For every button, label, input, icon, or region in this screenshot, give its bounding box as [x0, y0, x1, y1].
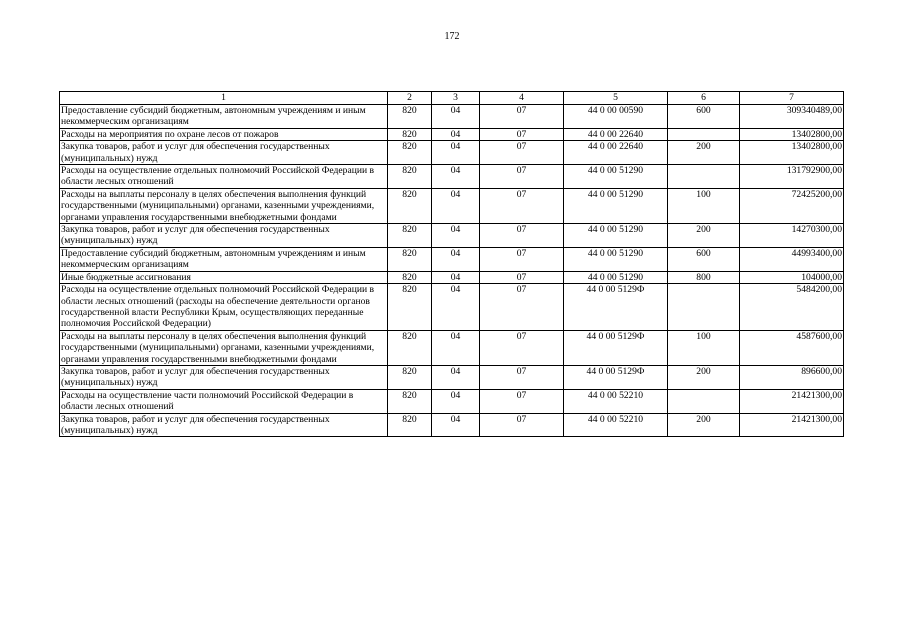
- row-code-3: 04: [432, 284, 480, 331]
- row-code-6: 200: [668, 413, 740, 437]
- row-code-3: 04: [432, 330, 480, 365]
- row-code-2: 820: [388, 105, 432, 129]
- row-name: Расходы на осуществление отдельных полномочий Российской Федерации в области лесных отношений: [60, 165, 388, 189]
- row-name: Предоставление субсидий бюджетным, автономным учреждениям и иным некоммерческим организациям: [60, 247, 388, 271]
- row-code-5: 44 0 00 5129Ф: [564, 330, 668, 365]
- row-name: Расходы на выплаты персоналу в целях обеспечения выполнения функций государственными (муниципальными) органами, казенными учреждениями, органами управления государственными внебюджетными фондами: [60, 188, 388, 223]
- row-code-2: 820: [388, 188, 432, 223]
- row-code-4: 07: [480, 247, 564, 271]
- row-amount: 5484200,00: [740, 284, 844, 331]
- row-code-2: 820: [388, 389, 432, 413]
- row-code-4: 07: [480, 271, 564, 283]
- page-number: 172: [444, 31, 460, 42]
- row-name: Расходы на осуществление отдельных полномочий Российской Федерации в области лесных отношений (расходы на обеспечение деятельности органов государственной власти Республики Крым, осуществляющих переданные полномочия Российской Федерации): [60, 284, 388, 331]
- row-code-5: 44 0 00 5129Ф: [564, 284, 668, 331]
- row-code-3: 04: [432, 271, 480, 283]
- table-row: [60, 165, 844, 189]
- row-amount: 72425200,00: [740, 188, 844, 223]
- row-code-4: 07: [480, 188, 564, 223]
- row-code-5: 44 0 00 51290: [564, 271, 668, 283]
- row-name: Иные бюджетные ассигнования: [60, 271, 388, 283]
- table-row: [60, 128, 844, 140]
- column-header-2: 2: [388, 92, 432, 105]
- row-code-3: 04: [432, 365, 480, 389]
- row-code-6: [668, 389, 740, 413]
- column-header-7: 7: [740, 92, 844, 105]
- row-amount: 44993400,00: [740, 247, 844, 271]
- table-row: [60, 247, 844, 271]
- row-code-5: 44 0 00 51290: [564, 165, 668, 189]
- row-code-3: 04: [432, 188, 480, 223]
- row-code-2: 820: [388, 271, 432, 283]
- row-code-5: 44 0 00 51290: [564, 188, 668, 223]
- row-name: Предоставление субсидий бюджетным, автономным учреждениям и иным некоммерческим организациям: [60, 105, 388, 129]
- row-code-6: [668, 284, 740, 331]
- row-code-3: 04: [432, 224, 480, 248]
- row-amount: 896600,00: [740, 365, 844, 389]
- row-code-6: 200: [668, 141, 740, 165]
- table-row: [60, 284, 844, 331]
- table-row: [60, 224, 844, 248]
- row-code-2: 820: [388, 413, 432, 437]
- row-code-5: 44 0 00 52210: [564, 389, 668, 413]
- row-name: Закупка товаров, работ и услуг для обеспечения государственных (муниципальных) нужд: [60, 413, 388, 437]
- row-amount: 104000,00: [740, 271, 844, 283]
- row-code-5: 44 0 00 52210: [564, 413, 668, 437]
- row-name: Закупка товаров, работ и услуг для обеспечения государственных (муниципальных) нужд: [60, 365, 388, 389]
- row-code-6: 600: [668, 105, 740, 129]
- row-name: Расходы на мероприятия по охране лесов от пожаров: [60, 128, 388, 140]
- row-amount: 13402800,00: [740, 141, 844, 165]
- row-code-2: 820: [388, 165, 432, 189]
- column-header-4: 4: [480, 92, 564, 105]
- row-name: Расходы на выплаты персоналу в целях обеспечения выполнения функций государственными (муниципальными) органами, казенными учреждениями, органами управления государственными внебюджетными фондами: [60, 330, 388, 365]
- row-code-5: 44 0 00 22640: [564, 141, 668, 165]
- row-amount: 309340489,00: [740, 105, 844, 129]
- row-code-4: 07: [480, 165, 564, 189]
- row-code-4: 07: [480, 105, 564, 129]
- row-code-4: 07: [480, 224, 564, 248]
- table-row: [60, 389, 844, 413]
- row-code-3: 04: [432, 413, 480, 437]
- table-row: [60, 365, 844, 389]
- column-header-6: 6: [668, 92, 740, 105]
- table-body: [60, 105, 844, 437]
- row-code-2: 820: [388, 128, 432, 140]
- row-code-6: 200: [668, 224, 740, 248]
- row-code-4: 07: [480, 284, 564, 331]
- row-code-6: 100: [668, 330, 740, 365]
- table-row: [60, 271, 844, 283]
- row-code-6: [668, 165, 740, 189]
- row-code-5: 44 0 00 00590: [564, 105, 668, 129]
- row-code-3: 04: [432, 141, 480, 165]
- row-code-5: 44 0 00 51290: [564, 224, 668, 248]
- row-code-4: 07: [480, 330, 564, 365]
- row-code-5: 44 0 00 5129Ф: [564, 365, 668, 389]
- row-code-2: 820: [388, 224, 432, 248]
- row-amount: 13402800,00: [740, 128, 844, 140]
- row-code-2: 820: [388, 247, 432, 271]
- table-row: [60, 330, 844, 365]
- row-name: Закупка товаров, работ и услуг для обеспечения государственных (муниципальных) нужд: [60, 224, 388, 248]
- row-amount: 4587600,00: [740, 330, 844, 365]
- row-code-3: 04: [432, 165, 480, 189]
- row-amount: 14270300,00: [740, 224, 844, 248]
- row-code-3: 04: [432, 247, 480, 271]
- row-code-3: 04: [432, 389, 480, 413]
- row-amount: 21421300,00: [740, 413, 844, 437]
- table-row: [60, 105, 844, 129]
- row-code-4: 07: [480, 389, 564, 413]
- budget-table: [59, 91, 844, 437]
- table-row: [60, 188, 844, 223]
- row-code-4: 07: [480, 141, 564, 165]
- column-header-1: 1: [60, 92, 388, 105]
- row-code-6: 200: [668, 365, 740, 389]
- row-code-2: 820: [388, 141, 432, 165]
- column-header-5: 5: [564, 92, 668, 105]
- row-amount: 21421300,00: [740, 389, 844, 413]
- table-row: [60, 141, 844, 165]
- row-code-4: 07: [480, 365, 564, 389]
- row-code-2: 820: [388, 365, 432, 389]
- row-code-6: [668, 128, 740, 140]
- row-code-5: 44 0 00 22640: [564, 128, 668, 140]
- row-code-3: 04: [432, 128, 480, 140]
- row-code-2: 820: [388, 284, 432, 331]
- table-row: [60, 413, 844, 437]
- row-name: Закупка товаров, работ и услуг для обеспечения государственных (муниципальных) нужд: [60, 141, 388, 165]
- row-code-3: 04: [432, 105, 480, 129]
- row-code-6: 800: [668, 271, 740, 283]
- row-code-6: 100: [668, 188, 740, 223]
- row-code-2: 820: [388, 330, 432, 365]
- row-code-5: 44 0 00 51290: [564, 247, 668, 271]
- row-amount: 131792900,00: [740, 165, 844, 189]
- row-code-4: 07: [480, 413, 564, 437]
- header-row: [60, 92, 844, 105]
- column-header-3: 3: [432, 92, 480, 105]
- row-code-6: 600: [668, 247, 740, 271]
- row-name: Расходы на осуществление части полномочий Российской Федерации в области лесных отношений: [60, 389, 388, 413]
- row-code-4: 07: [480, 128, 564, 140]
